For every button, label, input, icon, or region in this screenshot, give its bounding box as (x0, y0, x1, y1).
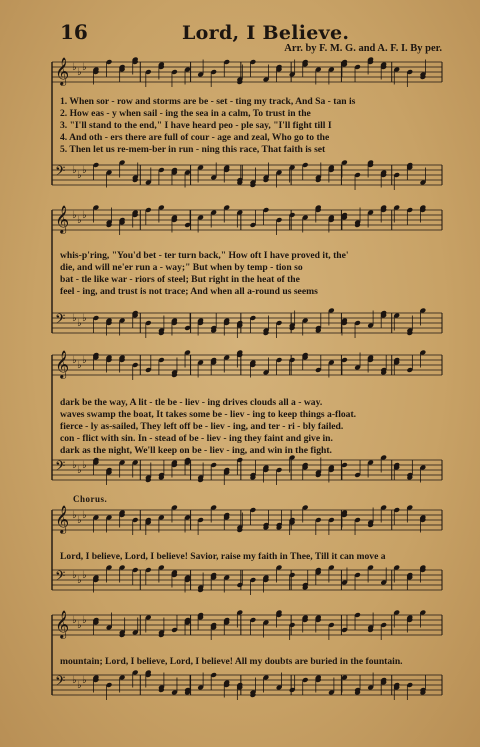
treble-clef-icon: 𝄞 (55, 350, 70, 378)
flat-icon: ♭ (82, 62, 87, 73)
flat-icon: ♭ (77, 575, 82, 586)
lyric-line: 4. And oth - ers there are full of cour - age and zeal, Who go to the (60, 132, 330, 143)
lyric-line: 2. How eas - y when sail - ing the sea in a calm, To trust in the (60, 108, 311, 119)
flat-icon: ♭ (77, 465, 82, 476)
lyric-line: bat - tle like war - riors of steel; But right in the heat of the (60, 274, 300, 285)
flat-icon: ♭ (77, 67, 82, 78)
flat-icon: ♭ (72, 510, 77, 521)
flat-icon: ♭ (72, 675, 77, 686)
lyric-line: dark be the way, A lit - tle be - liev - ing drives clouds all a - way. (60, 397, 323, 408)
bass-clef-icon: 𝄢 (55, 568, 66, 587)
chorus-lyric-line: mountain; Lord, I believe, Lord, I believe! All my doubts are buried in the fountain. (60, 656, 403, 667)
hymn-title: Lord, I Believe. (182, 22, 350, 44)
flat-icon: ♭ (72, 313, 77, 324)
treble-clef-icon: 𝄞 (55, 610, 70, 638)
flat-icon: ♭ (82, 510, 87, 521)
flat-icon: ♭ (77, 360, 82, 371)
flat-icon: ♭ (82, 460, 87, 471)
bass-clef-icon: 𝄢 (55, 673, 66, 692)
flat-icon: ♭ (82, 570, 87, 581)
flat-icon: ♭ (82, 675, 87, 686)
lyric-line: waves swamp the boat, It takes some be - liev - ing to keep things a-float. (60, 409, 357, 420)
bass-clef-icon: 𝄢 (55, 311, 66, 330)
lyric-line: feel - ing, and trust is not trace; And when all a-round us seems (60, 286, 318, 297)
flat-icon: ♭ (72, 355, 77, 366)
flat-icon: ♭ (72, 460, 77, 471)
lyric-line: die, and will ne'er run a - way;" But when by temp - tion so (60, 262, 303, 273)
flat-icon: ♭ (82, 615, 87, 626)
bass-clef-icon: 𝄢 (55, 163, 66, 182)
lyric-line: dark as the night, We'll keep on be - liev - ing, and win in the fight. (60, 445, 332, 456)
flat-icon: ♭ (82, 355, 87, 366)
chorus-label: Chorus. (73, 494, 108, 504)
flat-icon: ♭ (72, 210, 77, 221)
flat-icon: ♭ (72, 165, 77, 176)
flat-icon: ♭ (72, 62, 77, 73)
flat-icon: ♭ (77, 215, 82, 226)
flat-icon: ♭ (77, 620, 82, 631)
arranger-credit: Arr. by F. M. G. and A. F. I. By per. (284, 43, 442, 54)
page-number: 16 (60, 20, 88, 44)
lyric-line: con - flict with sin. In - stead of be - liev - ing they faint and give in. (60, 433, 333, 444)
flat-icon: ♭ (77, 680, 82, 691)
flat-icon: ♭ (82, 313, 87, 324)
flat-icon: ♭ (77, 515, 82, 526)
flat-icon: ♭ (77, 170, 82, 181)
flat-icon: ♭ (72, 615, 77, 626)
treble-clef-icon: 𝄞 (55, 505, 70, 533)
bass-clef-icon: 𝄢 (55, 458, 66, 477)
flat-icon: ♭ (77, 318, 82, 329)
chorus-lyric-line: Lord, I believe, Lord, I believe! Savior, raise my faith in Thee, Till it can move a (60, 551, 386, 562)
lyric-line: 5. Then let us re-mem-ber in run - ning this race, That faith is set (60, 144, 326, 155)
flat-icon: ♭ (82, 165, 87, 176)
lyric-line: 3. "I'll stand to the end," I have heard peo - ple say, "I'll fight till I (60, 120, 332, 131)
lyric-line: 1. When sor - row and storms are be - set - ting my track, And Sa - tan is (60, 96, 356, 107)
flat-icon: ♭ (82, 210, 87, 221)
lyric-line: whis-p'ring, "You'd bet - ter turn back," How oft I have proved it, the' (60, 250, 349, 261)
treble-clef-icon: 𝄞 (55, 205, 70, 233)
flat-icon: ♭ (72, 570, 77, 581)
treble-clef-icon: 𝄞 (55, 57, 70, 85)
lyric-line: fierce - ly as-sailed, They left off be - liev - ing, and ter - ri - bly failed. (60, 421, 344, 432)
